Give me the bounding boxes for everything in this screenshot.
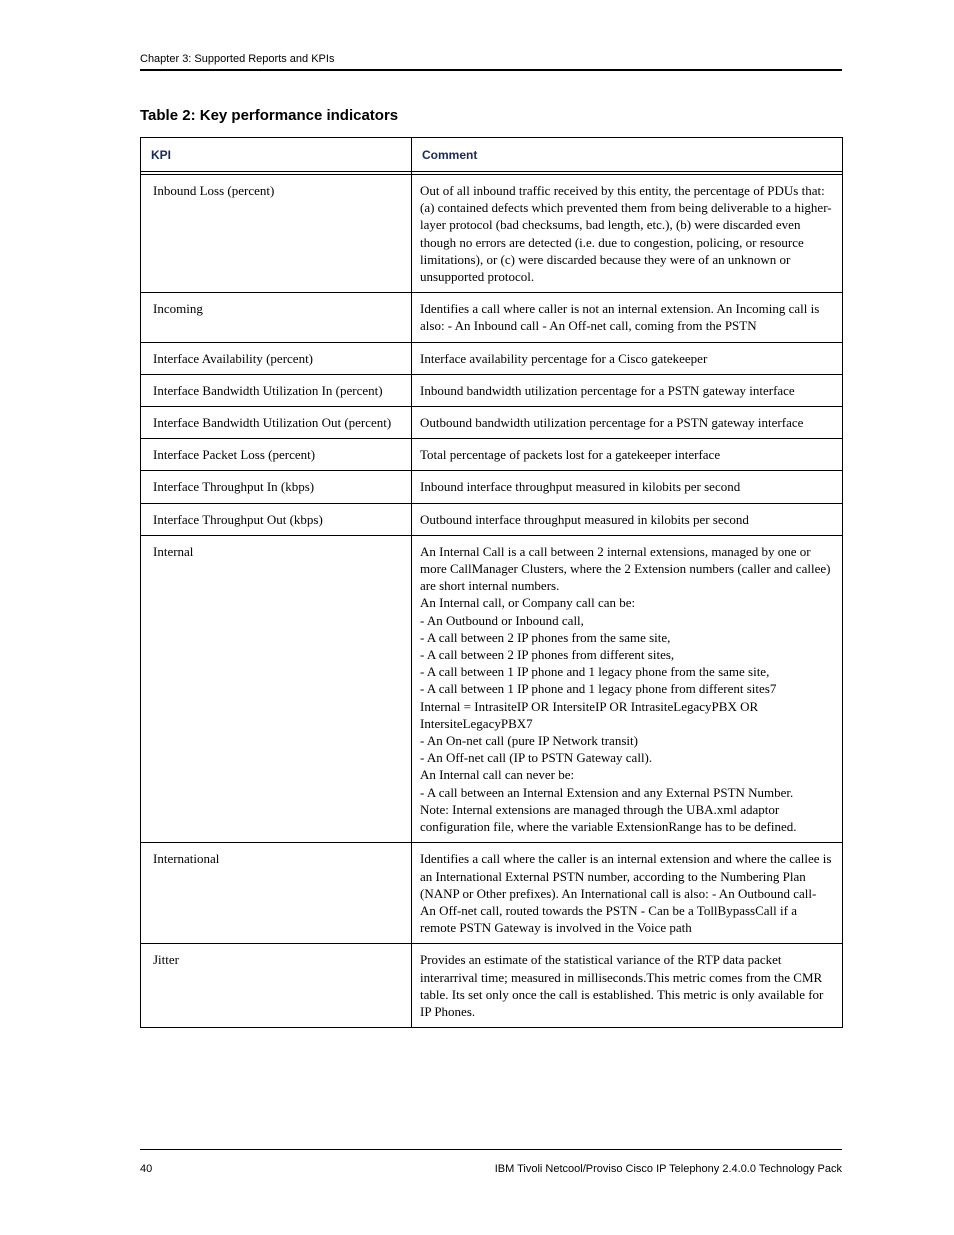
- kpi-comment-cell: Inbound interface throughput measured in kilobits per second: [412, 471, 843, 503]
- table-body: [141, 172, 843, 1028]
- kpi-name-cell: Internal: [141, 535, 412, 842]
- table-row: [141, 439, 843, 471]
- table-row: [141, 342, 843, 374]
- kpi-name-cell: Interface Bandwidth Utilization Out (percent): [141, 407, 412, 439]
- table-row: [141, 293, 843, 342]
- kpi-name-cell: Jitter: [141, 944, 412, 1028]
- kpi-comment-cell: Outbound bandwidth utilization percentage for a PSTN gateway interface: [412, 407, 843, 439]
- kpi-comment-cell: Inbound bandwidth utilization percentage for a PSTN gateway interface: [412, 374, 843, 406]
- header-rule: [140, 69, 842, 71]
- kpi-name-cell: Interface Bandwidth Utilization In (percent): [141, 374, 412, 406]
- table-row: [141, 175, 843, 293]
- column-header-comment: Comment: [412, 138, 843, 172]
- kpi-name-cell: Interface Throughput In (kbps): [141, 471, 412, 503]
- table-row: [141, 471, 843, 503]
- footer-title: IBM Tivoli Netcool/Proviso Cisco IP Telephony 2.4.0.0 Technology Pack: [494, 1163, 842, 1175]
- table-row: [141, 407, 843, 439]
- kpi-name-cell: Interface Availability (percent): [141, 342, 412, 374]
- kpi-name-cell: Inbound Loss (percent): [141, 175, 412, 293]
- kpi-comment-cell: An Internal Call is a call between 2 internal extensions, managed by one or more CallManager Clusters, where the 2 Extension numbers (caller and callee) are short internal numbers. An Internal call, or Company call can be: - An Outbound or Inbound call, - A call between 2 IP phones from the same site, - A call between 2 IP phones from different sites, - A call between 1 IP phone and 1 legacy phone from the same site, - A call between 1 IP phone and 1 legacy phone from different sites7 Internal = IntrasiteIP OR IntersiteIP OR IntrasiteLegacyPBX OR IntersiteLegacyPBX7 - An On-net call (pure IP Network transit) - An Off-net call (IP to PSTN Gateway call). An Internal call can never be: - A call between an Internal Extension and any External PSTN Number. Note: Internal extensions are managed through the UBA.xml adaptor configuration file, where the variable ExtensionRange has to be defined.: [412, 535, 843, 842]
- table-row: [141, 843, 843, 944]
- kpi-comment-cell: Total percentage of packets lost for a gatekeeper interface: [412, 439, 843, 471]
- footer-rule: [140, 1149, 842, 1150]
- column-header-kpi: KPI: [141, 138, 412, 172]
- table-title: Table 2: Key performance indicators: [140, 107, 399, 124]
- kpi-comment-cell: Identifies a call where caller is not an internal extension. An Incoming call is also: - An Inbound call - An Off-net call, coming from the PSTN: [412, 293, 843, 342]
- table-row: [141, 503, 843, 535]
- kpi-table: [140, 137, 843, 1028]
- kpi-name-cell: Incoming: [141, 293, 412, 342]
- kpi-comment-cell: Interface availability percentage for a Cisco gatekeeper: [412, 342, 843, 374]
- kpi-name-cell: Interface Packet Loss (percent): [141, 439, 412, 471]
- table-row: [141, 374, 843, 406]
- kpi-comment-cell: Outbound interface throughput measured in kilobits per second: [412, 503, 843, 535]
- kpi-table-container: [140, 137, 842, 1028]
- chapter-header: Chapter 3: Supported Reports and KPIs: [140, 53, 335, 65]
- table-header-row: [141, 138, 843, 172]
- page-number: 40: [140, 1163, 153, 1175]
- kpi-comment-cell: Out of all inbound traffic received by this entity, the percentage of PDUs that: (a) contained defects which prevented them from being deliverable to a higher-layer protocol (bad checksums, bad length, etc.), (b) were discarded even though no errors are detected (i.e. due to congestion, policing, or resource limitations), or (c) were discarded because they were of an unknown or unsupported protocol.: [412, 175, 843, 293]
- kpi-name-cell: Interface Throughput Out (kbps): [141, 503, 412, 535]
- kpi-comment-cell: Identifies a call where the caller is an internal extension and where the callee is an International External PSTN number, according to the Numbering Plan (NANP or Other prefixes). An International call is also: - An Outbound call- An Off-net call, routed towards the PSTN - Can be a TollBypassCall if a remote PSTN Gateway is involved in the Voice path: [412, 843, 843, 944]
- table-row: [141, 944, 843, 1028]
- kpi-name-cell: International: [141, 843, 412, 944]
- table-row: [141, 535, 843, 842]
- kpi-comment-cell: Provides an estimate of the statistical variance of the RTP data packet interarrival time; measured in milliseconds.This metric comes from the CMR table. Its set only once the call is established. This metric is only available for IP Phones.: [412, 944, 843, 1028]
